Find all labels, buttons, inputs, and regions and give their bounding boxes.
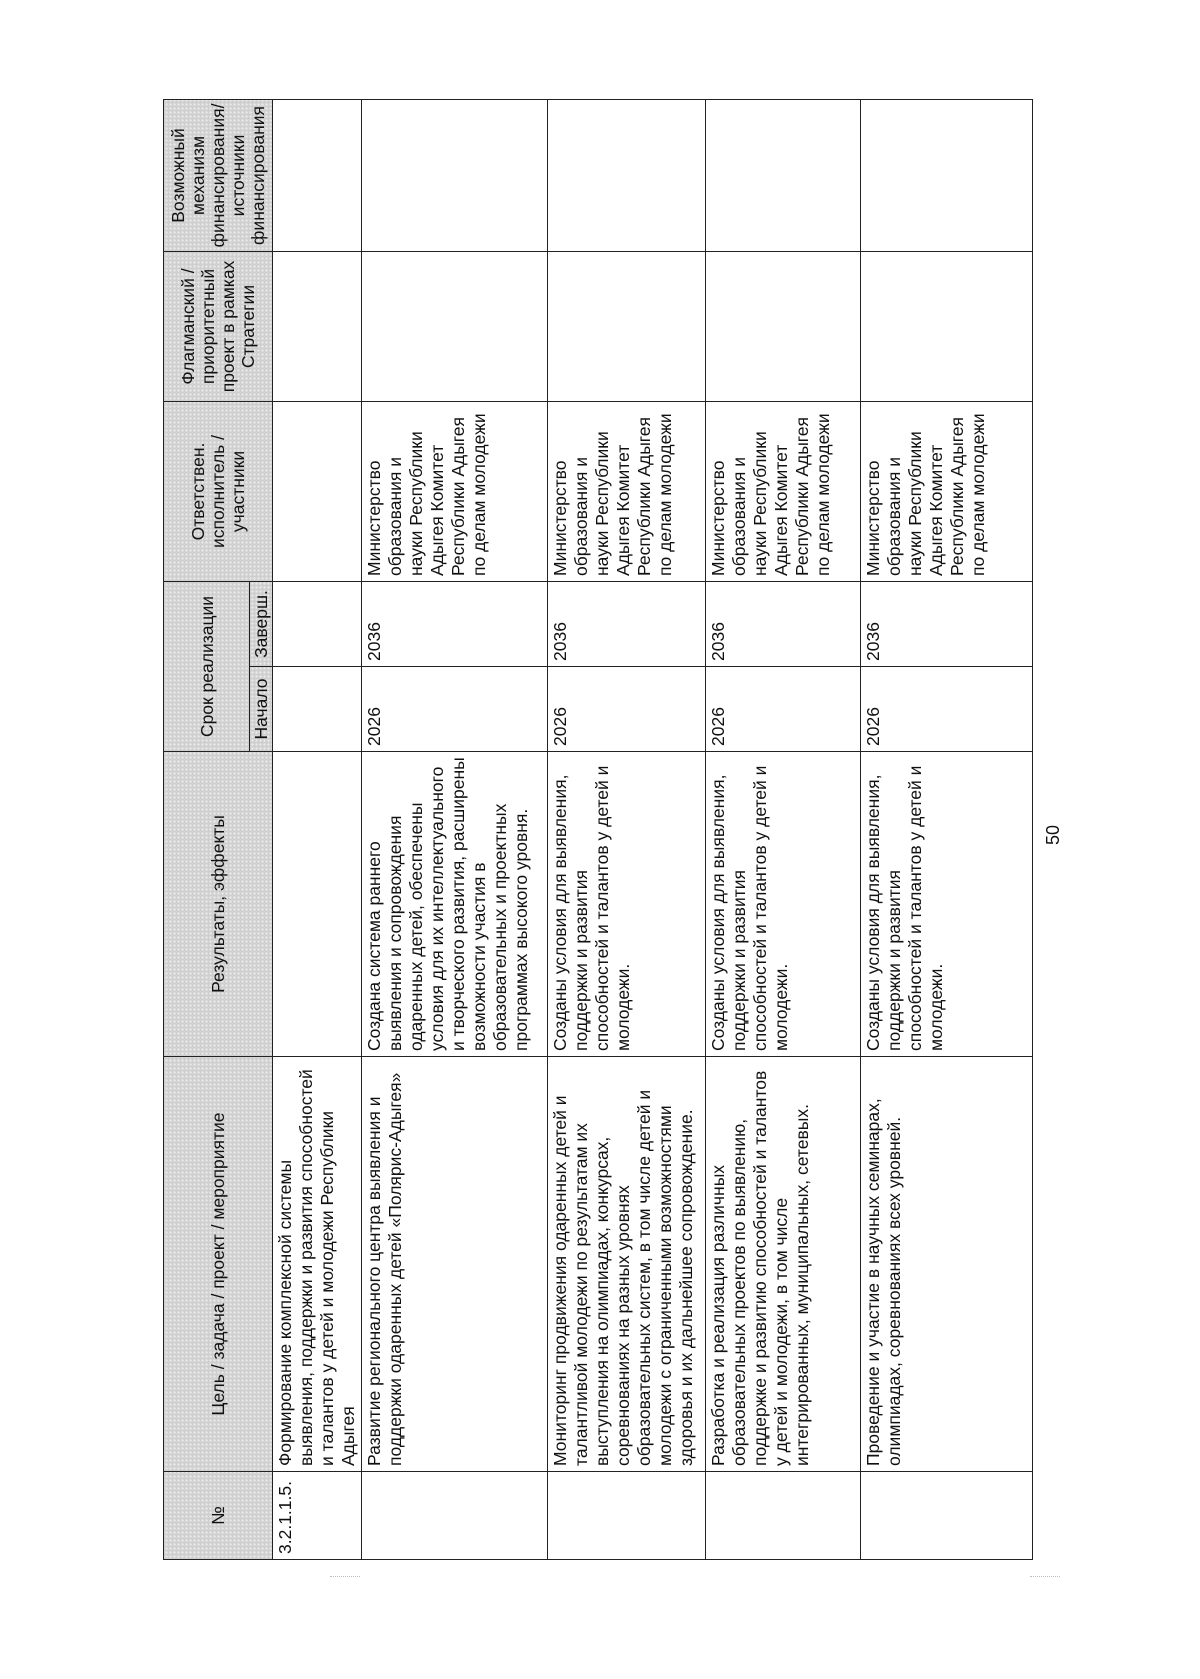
row-responsible: Министерство образования и науки Республики Адыгея Комитет Республики Адыгея по делам молодежи (706, 401, 861, 581)
empty-cell (273, 99, 362, 251)
row-results: Созданы условия для выявления, поддержки и развития способностей и талантов у детей и молодежи. (548, 752, 706, 1057)
page-number: 50 (1043, 824, 1063, 845)
row-start: 2026 (861, 667, 1033, 752)
row-end: 2036 (362, 581, 548, 666)
row-results: Создана система раннего выявления и сопровождения одаренных детей, обеспечены условия для их интеллектуального и творческого развития, расширены возможности участия в образовательных и проектных программах высокого уровня. (362, 752, 548, 1057)
empty-cell (362, 99, 548, 251)
table-row (706, 99, 861, 1559)
row-responsible: Министерство образования и науки Республики Адыгея Комитет Республики Адыгея по делам молодежи (861, 401, 1033, 581)
row-end: 2036 (706, 581, 861, 666)
table-row (548, 99, 706, 1559)
empty-cell (706, 1472, 861, 1560)
empty-cell (273, 752, 362, 1057)
header-flagship: Флагманский / приоритетный проект в рамках Стратегии (164, 251, 273, 401)
empty-cell (861, 99, 1033, 251)
header-funding: Возможный механизм финансирования/ источники финансирования (164, 99, 273, 251)
empty-cell (273, 401, 362, 581)
section-num: 3.2.1.1.5. (273, 1472, 362, 1560)
empty-cell (548, 251, 706, 401)
table-row (362, 99, 548, 1559)
header-end: Заверш. (250, 581, 273, 666)
scan-speck (1030, 1576, 1060, 1579)
empty-cell (273, 667, 362, 752)
empty-cell (273, 581, 362, 666)
header-start: Начало (250, 667, 273, 752)
scan-speck (330, 1576, 360, 1579)
empty-cell (861, 1472, 1033, 1560)
row-end: 2036 (861, 581, 1033, 666)
row-goal: Разработка и реализация различных образовательных проектов по выявлению, поддержке и развитию способностей и талантов у детей и молодежи, в том числе интегрированных, муниципальных, сетевых. (706, 1057, 861, 1472)
strategy-table (163, 99, 1033, 1560)
header-goal: Цель / задача / проект / мероприятие (164, 1057, 273, 1472)
row-responsible: Министерство образования и науки Республики Адыгея Комитет Республики Адыгея по делам молодежи (548, 401, 706, 581)
row-start: 2026 (706, 667, 861, 752)
empty-cell (706, 251, 861, 401)
row-start: 2026 (548, 667, 706, 752)
row-end: 2036 (548, 581, 706, 666)
header-num: № (164, 1472, 273, 1560)
rotated-page-content (163, 100, 1033, 1560)
row-goal: Мониторинг продвижения одаренных детей и талантливой молодежи по результатам их выступления на олимпиадах, конкурсах, соревнованиях на разных уровнях образовательных систем, в том числе детей и молодежи с ограниченными возможностями здоровья и их дальнейшее сопровождение. (548, 1057, 706, 1472)
empty-cell (362, 251, 548, 401)
empty-cell (706, 99, 861, 251)
row-goal: Развитие регионального центра выявления и поддержки одаренных детей «Полярис-Адыгея» (362, 1057, 548, 1472)
section-goal: Формирование комплексной системы выявления, поддержки и развития способностей и талантов у детей и молодежи Республики Адыгея (273, 1057, 362, 1472)
row-results: Созданы условия для выявления, поддержки и развития способностей и талантов у детей и молодежи. (706, 752, 861, 1057)
table-row (861, 99, 1033, 1559)
row-goal: Проведение и участие в научных семинарах, олимпиадах, соревнованиях всех уровней. (861, 1057, 1033, 1472)
header-period: Срок реализации (164, 581, 250, 751)
empty-cell (548, 1472, 706, 1560)
row-start: 2026 (362, 667, 548, 752)
empty-cell (273, 251, 362, 401)
empty-cell (548, 99, 706, 251)
empty-cell (362, 1472, 548, 1560)
empty-cell (861, 251, 1033, 401)
header-row (164, 99, 250, 1559)
section-row (273, 99, 362, 1559)
row-results: Созданы условия для выявления, поддержки и развития способностей и талантов у детей и молодежи. (861, 752, 1033, 1057)
row-responsible: Министерство образования и науки Республики Адыгея Комитет Республики Адыгея по делам молодежи (362, 401, 548, 581)
header-responsible: Ответствен. исполнитель / участники (164, 401, 273, 581)
header-results: Результаты, эффекты (164, 752, 273, 1057)
